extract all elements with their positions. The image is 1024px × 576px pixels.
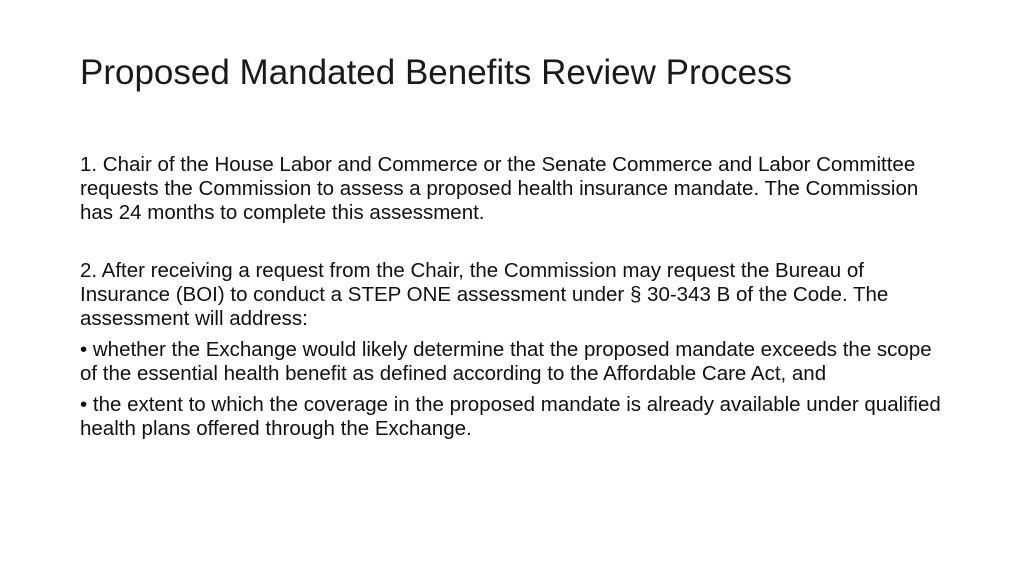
paragraph-step-two-boi: 2. After receiving a request from the Chair, the Commission may request the Bureau of Insurance (BOI) to conduct a STEP ONE assessment under § 30-343 B of the Code. The assessment will address: <box>80 259 889 330</box>
slide-body <box>80 153 950 441</box>
slide-title: Proposed Mandated Benefits Review Process <box>80 53 793 92</box>
bullet-exchange-scope: • whether the Exchange would likely determine that the proposed mandate exceeds the scope of the essential health benefit as defined according to the Affordable Care Act, and <box>80 338 932 385</box>
bullet-coverage-extent: • the extent to which the coverage in the proposed mandate is already available under qualified health plans offered through the Exchange. <box>80 393 941 440</box>
paragraph-step-one-request: 1. Chair of the House Labor and Commerce or the Senate Commerce and Labor Committee requests the Commission to assess a proposed health insurance mandate. The Commission has 24 months to complete this assessment. <box>80 153 919 224</box>
